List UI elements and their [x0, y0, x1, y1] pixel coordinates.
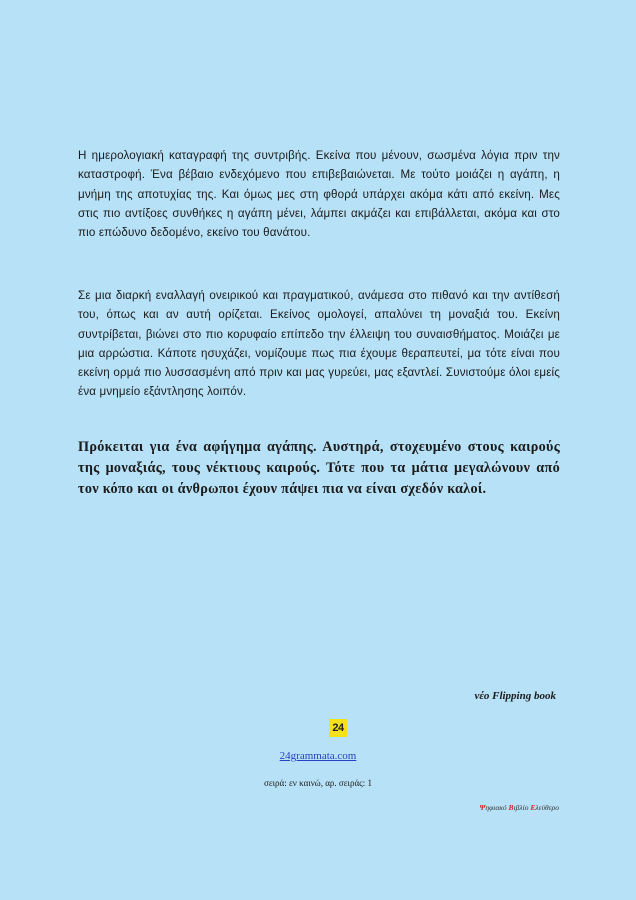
site-link[interactable]: 24grammata.com [279, 750, 357, 762]
24grammata-logo-icon [329, 719, 347, 737]
logo-text: 24 [332, 722, 344, 734]
flipping-book-label: νέο Flipping book [474, 690, 556, 702]
series-info: σειρά: εν καινώ, αρ. σειράς: 1 [264, 778, 372, 788]
footer-note: Ψηφιακό Βιβλίο Ελεύθερο [479, 803, 559, 812]
paragraph-1: Η ημερολογιακή καταγραφή της συντριβής. Εκείνα που μένουν, σωσμένα λόγια πριν την καταστροφή. Ένα βέβαιο ενδεχόμενο που επιβεβαιώνεται. Με τούτο μοιάζει η αγάπη, η μνήμη της αποτυχίας της. Και όμως μες στη φθορά υπάρχει ακόμα κάτι από εκείνη. Μες στις πιο αντίξοες συνθήκες η αγάπη μένει, λάμπει ακμάζει και επιβάλλεται, ακόμα και στο πιο επώδυνο δεδομένο, εκείνο του θανάτου. [78, 149, 560, 240]
paragraph-3-bold: Πρόκειται για ένα αφήγημα αγάπης. Αυστηρά, στοχευμένο στους καιρούς της μοναξιάς, τους νέκτιους καιρούς. Τότε που τα μάτια μεγαλώνουν από τον κόπο και οι άνθρωποι έχουν πάψει πια να είναι σχεδόν καλοί. [78, 439, 560, 497]
paragraph-2: Σε μια διαρκή εναλλαγή ονειρικού και πραγματικού, ανάμεσα στο πιθανό και την αντίθεσή του, όπως και αν αυτή ορίζεται. Εκείνος ομολογεί, απαλύνει τη μοναξιά του. Εκείνη συντρίβεται, βιώνει στο πιο κορυφαίο επίπεδο την έλλειψη του συναισθήματος. Μοιάζει με μια αρρώστια. Κάποτε ησυχάζει, νομίζουμε πως πια έχουμε θεραπευτεί, μα τότε είναι που εκείνη ορμά πιο λυσσασμένη από πριν και μας γυρεύει, μας εξαντλεί. Συνιστούμε όλοι εμείς ένα μνημείο εξάντλησης λοιπόν. [78, 289, 560, 399]
